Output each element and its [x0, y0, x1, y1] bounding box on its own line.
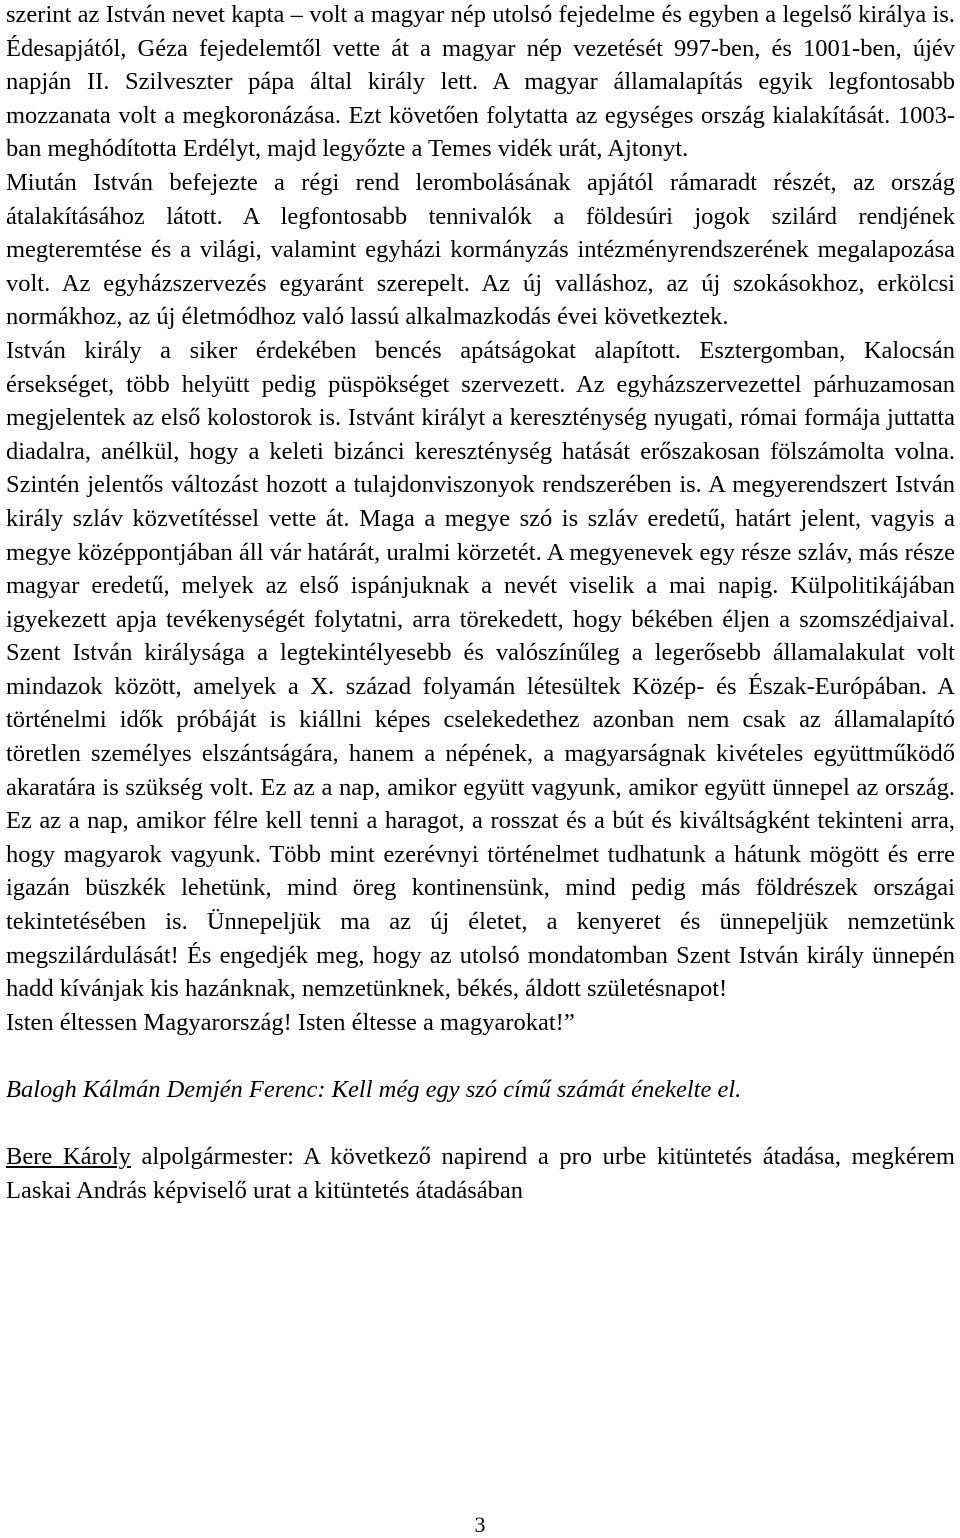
performance-note: Balogh Kálmán Demjén Ferenc: Kell még egy szó című számát énekelte el. [6, 1076, 742, 1103]
page-number: 3 [474, 1512, 486, 1537]
speaker-paragraph [6, 1140, 955, 1207]
body-paragraph: szerint az István nevet kapta – volt a magyar nép utolsó fejedelme és egyben a legelső királya is. Édesapjától, Géza fejedelemtől vette át a magyar nép vezetését 997-ben, és 1001-ben, újév napján II. Szilveszter pápa által király lett. A magyar államalapítás egyik legfontosabb mozzanata volt a megkoronázása. Ezt követően folytatta az egységes ország kialakítását. 1003-ban meghódította Erdélyt, majd legyőzte a Temes vidék urát, Ajtonyt. [6, 1, 955, 163]
closing-line: Isten éltessen Magyarország! Isten éltesse a magyarokat!” [6, 1008, 575, 1036]
body-paragraph: István király a siker érdekében bencés apátságokat alapított. Esztergomban, Kalocsán érsekséget, több helyütt pedig püspökséget szervezett. Az egyházszervezettel párhuzamosan megjelentek az első kolostorok is. Istvánt királyt a kereszténység nyugati, római formája juttatta diadalra, anélkül, hogy a keleti bizánci kereszténység hatását erőszakosan fölszámolta volna. Szintén jelentős változást hozott a tulajdonviszonyok rendszerében is. A megyerendszert István király szláv közvetítéssel vette át. Maga a megye szó is szláv eredetű, határt jelent, vagyis a megye középpontjában áll vár határát, uralmi körzetét. A megyenevek egy része szláv, más része magyar eredetű, melyek az első ispánjuknak a nevét viselik a mai napig. Külpolitikájában igyekezett apja tevékenységét folytatni, arra törekedett, hogy békében éljen a szomszédjaival. Szent István királysága a legtekintélyesebb és valószínűleg a legerősebb államalakulat volt mindazok között, amelyek a X. század folyamán létesültek Közép- és Észak-Európában. A történelmi idők próbáját is kiállni képes cselekedethez azonban nem csak az államalapító töretlen személyes elszántságára, hanem a népének, a magyarságnak kivételes együttműködő akaratára is szükség volt. Ez az a nap, amikor együtt vagyunk, amikor együtt ünnepel az ország. Ez az a nap, amikor félre kell tenni a haragot, a rosszat és a bút és kiváltságként tekinteni arra, hogy magyarok vagyunk. Több mint ezerévnyi történelmet tudhatunk a hátunk mögött és erre igazán büszkék lehetünk, mind öreg kontinensünk, mind pedig más földrészek országai tekintetésében is. Ünnepeljük ma az új életet, a kenyeret és ünnepeljük nemzetünk megszilárdulását! És engedjék meg, hogy az utolsó mondatomban Szent István király ünnepén hadd kívánjak kis hazánknak, nemzetünknek, békés, áldott születésnapot! [6, 336, 955, 1003]
paragraph-spacer [6, 1039, 955, 1073]
document-page [6, 0, 955, 1207]
paragraph-spacer [6, 1107, 955, 1141]
speaker-text: alpolgármester: A következő napirend a pro urbe kitüntetés átadása, megkérem Laskai András képviselő urat a kitüntetés átadásában [6, 1143, 955, 1204]
body-paragraph: Miután István befejezte a régi rend lerombolásának apjától rámaradt részét, az ország átalakításához látott. A legfontosabb tennivalók a földesúri jogok szilárd rendjének megteremtése és a világi, valamint egyházi kormányzás intézményrendszerének megalapozása volt. Az egyházszervezés egyaránt szerepelt. Az új valláshoz, az új szokásokhoz, erkölcsi normákhoz, az új életmódhoz való lassú alkalmazkodás évei következtek. [6, 168, 955, 331]
speaker-name: Bere Károly [6, 1143, 131, 1171]
